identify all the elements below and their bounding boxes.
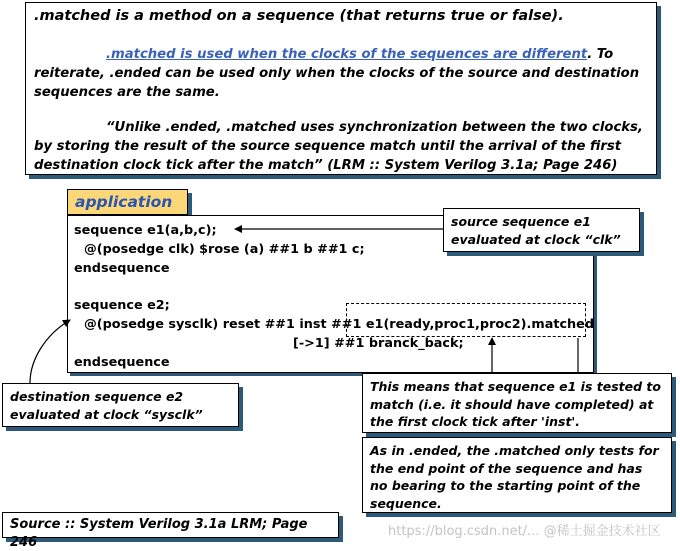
watermark: https://blog.csdn.net/... @稀土掘金技术社区 bbox=[388, 524, 661, 539]
destination-sequence-note: destination sequence e2 evaluated at clock “sysclk” bbox=[2, 383, 239, 427]
code-line-5-prefix: @(posedge sysclk) reset ##1 inst ##1 bbox=[84, 317, 366, 332]
application-tab: application bbox=[67, 189, 188, 215]
arrow-to-e2 bbox=[30, 320, 70, 383]
source-reference-note: Source :: System Verilog 3.1a LRM; Page 246 bbox=[2, 512, 339, 538]
code-line-4: sequence e2; bbox=[74, 298, 170, 313]
code-line-2: @(posedge clk) $rose (a) ##1 b ##1 c; bbox=[84, 242, 365, 257]
lrm-quote: “Unlike .ended, .matched uses synchronization between the two clocks, by storing the result of the source sequence match until the arrival of the first destination clock tick after the match” (LRM :: System Verilog 3.1a; Page 246) bbox=[34, 120, 643, 173]
intro-title: .matched is a method on a sequence (that returns true or false). bbox=[34, 8, 564, 24]
code-line-6: [->1] ##1 branck_back; bbox=[293, 336, 464, 351]
code-line-1: sequence e1(a,b,c); bbox=[74, 223, 217, 238]
intro-paragraph-1-rest: . To reiterate, .ended can be used only when the clocks of the source and destination sequences are the same. bbox=[34, 47, 640, 100]
code-line-5-matched: e1(ready,proc1,proc2).matched bbox=[365, 317, 595, 332]
tested-note: This means that sequence e1 is tested to match (i.e. it should have completed) at the first clock tick after 'inst'. bbox=[362, 373, 672, 433]
matched-usage-link[interactable]: .matched is used when the clocks of the sequences are different bbox=[106, 47, 588, 62]
source-sequence-note: source sequence e1 evaluated at clock “clk” bbox=[443, 208, 640, 252]
code-line-7: endsequence bbox=[74, 355, 170, 370]
code-line-3: endsequence bbox=[74, 261, 170, 276]
ended-note: As in .ended, the .matched only tests for the end point of the sequence and has no bearing to the starting point of the sequence. bbox=[362, 437, 672, 513]
